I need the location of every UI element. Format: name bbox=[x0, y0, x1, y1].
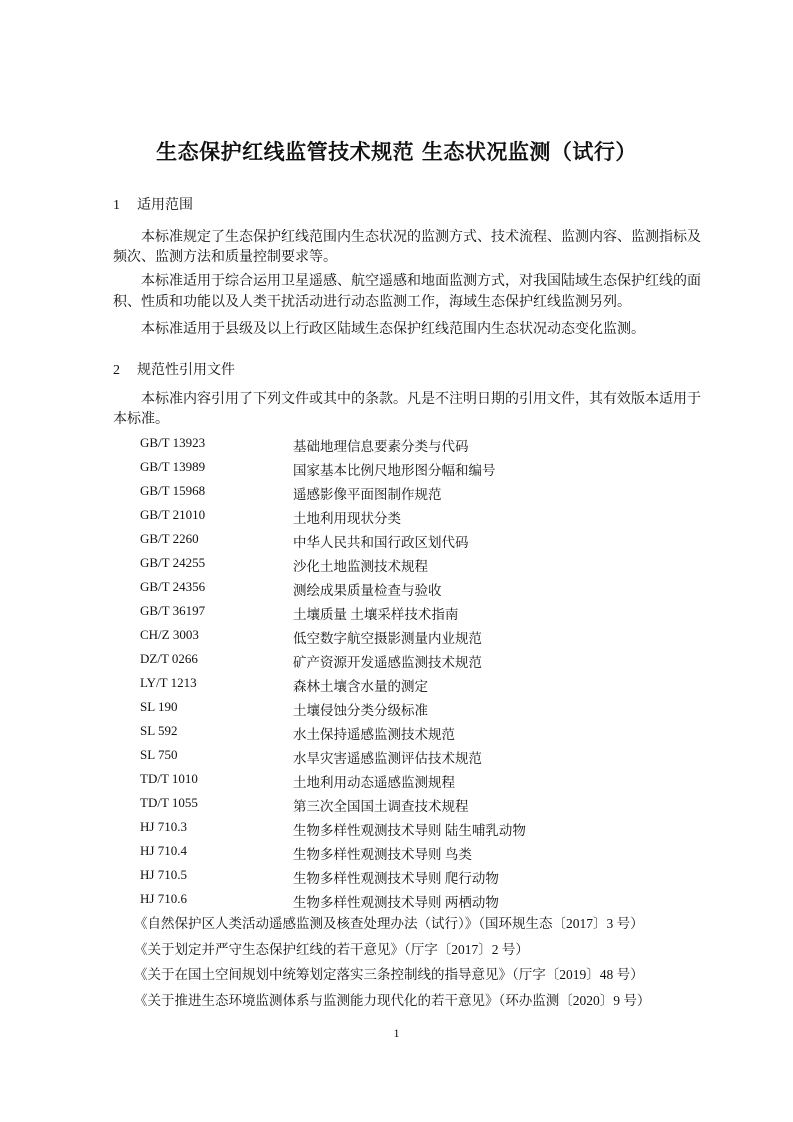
paragraph-line: 频次、监测方法和质量控制要求等。 bbox=[113, 250, 337, 265]
reference-code: DZ/T 0266 bbox=[140, 651, 198, 666]
paragraph-line: 本标准。 bbox=[113, 412, 169, 427]
reference-code: CH/Z 3003 bbox=[140, 627, 199, 642]
reference-code: TD/T 1055 bbox=[140, 795, 198, 810]
reference-code: GB/T 13923 bbox=[140, 435, 206, 450]
reference-title: 遥感影像平面图制作规范 bbox=[293, 487, 442, 502]
policy-document: 《自然保护区人类活动遥感监测及核查处理办法（试行）》（国环规生态〔2017〕3 号） bbox=[134, 916, 644, 931]
reference-title: 生物多样性观测技术导则 鸟类 bbox=[293, 847, 472, 862]
reference-code: GB/T 36197 bbox=[140, 603, 206, 618]
paragraph-line: 本标准规定了生态保护红线范围内生态状况的监测方式、技术流程、监测内容、监测指标及 bbox=[141, 230, 701, 245]
reference-code: HJ 710.5 bbox=[140, 867, 187, 882]
reference-title: 生物多样性观测技术导则 爬行动物 bbox=[293, 871, 499, 886]
section-heading-scope bbox=[113, 194, 193, 214]
reference-title: 矿产资源开发遥感监测技术规范 bbox=[293, 655, 482, 670]
page-number: 1 bbox=[393, 1026, 400, 1040]
section-number: 1 bbox=[113, 198, 120, 213]
reference-title: 土地利用动态遥感监测规程 bbox=[293, 775, 455, 790]
reference-title: 土壤质量 土壤采样技术指南 bbox=[293, 607, 459, 622]
reference-title: 国家基本比例尺地形图分幅和编号 bbox=[293, 463, 496, 478]
section-title: 规范性引用文件 bbox=[137, 362, 235, 378]
reference-title: 中华人民共和国行政区划代码 bbox=[293, 535, 469, 550]
reference-title: 生物多样性观测技术导则 陆生哺乳动物 bbox=[293, 823, 526, 838]
policy-document: 《关于推进生态环境监测体系与监测能力现代化的若干意见》（环办监测〔2020〕9 号） bbox=[134, 993, 651, 1008]
policy-document: 《关于划定并严守生态保护红线的若干意见》（厅字〔2017〕2 号） bbox=[134, 942, 529, 957]
reference-code: TD/T 1010 bbox=[140, 771, 198, 786]
paragraph-line: 本标准内容引用了下列文件或其中的条款。凡是不注明日期的引用文件，其有效版本适用于 bbox=[141, 392, 701, 407]
reference-code: HJ 710.6 bbox=[140, 891, 187, 906]
reference-code: SL 750 bbox=[140, 747, 178, 762]
reference-code: GB/T 21010 bbox=[140, 507, 206, 522]
reference-code: GB/T 24255 bbox=[140, 555, 206, 570]
reference-code: GB/T 13989 bbox=[140, 459, 206, 474]
reference-title: 低空数字航空摄影测量内业规范 bbox=[293, 631, 482, 646]
section-number: 2 bbox=[113, 363, 120, 378]
reference-title: 沙化土地监测技术规程 bbox=[293, 559, 428, 574]
reference-title: 生物多样性观测技术导则 两栖动物 bbox=[293, 895, 499, 910]
reference-code: GB/T 15968 bbox=[140, 483, 206, 498]
paragraph-line: 本标准适用于县级及以上行政区陆域生态保护红线范围内生态状况动态变化监测。 bbox=[141, 322, 645, 337]
section-heading-references bbox=[113, 359, 235, 379]
paragraph-line: 积、性质和功能以及人类干扰活动进行动态监测工作，海域生态保护红线监测另列。 bbox=[113, 295, 631, 310]
document-title: 生态保护红线监管技术规范 生态状况监测（试行） bbox=[156, 140, 637, 164]
reference-title: 森林土壤含水量的测定 bbox=[293, 679, 428, 694]
reference-code: HJ 710.3 bbox=[140, 819, 187, 834]
reference-code: GB/T 24356 bbox=[140, 579, 206, 594]
reference-title: 水旱灾害遥感监测评估技术规范 bbox=[293, 751, 482, 766]
reference-code: HJ 710.4 bbox=[140, 843, 187, 858]
policy-document: 《关于在国土空间规划中统筹划定落实三条控制线的指导意见》（厅字〔2019〕48 号） bbox=[134, 967, 644, 982]
reference-title: 土壤侵蚀分类分级标准 bbox=[293, 703, 428, 718]
section-title: 适用范围 bbox=[137, 197, 193, 213]
reference-code: LY/T 1213 bbox=[140, 675, 197, 690]
reference-code: SL 190 bbox=[140, 699, 178, 714]
reference-title: 水土保持遥感监测技术规范 bbox=[293, 727, 455, 742]
reference-title: 基础地理信息要素分类与代码 bbox=[293, 439, 469, 454]
reference-title: 土地利用现状分类 bbox=[293, 511, 401, 526]
reference-title: 测绘成果质量检查与验收 bbox=[293, 583, 442, 598]
reference-code: SL 592 bbox=[140, 723, 178, 738]
paragraph-line: 本标准适用于综合运用卫星遥感、航空遥感和地面监测方式，对我国陆域生态保护红线的面 bbox=[141, 274, 701, 289]
reference-code: GB/T 2260 bbox=[140, 531, 199, 546]
reference-title: 第三次全国国土调查技术规程 bbox=[293, 799, 469, 814]
